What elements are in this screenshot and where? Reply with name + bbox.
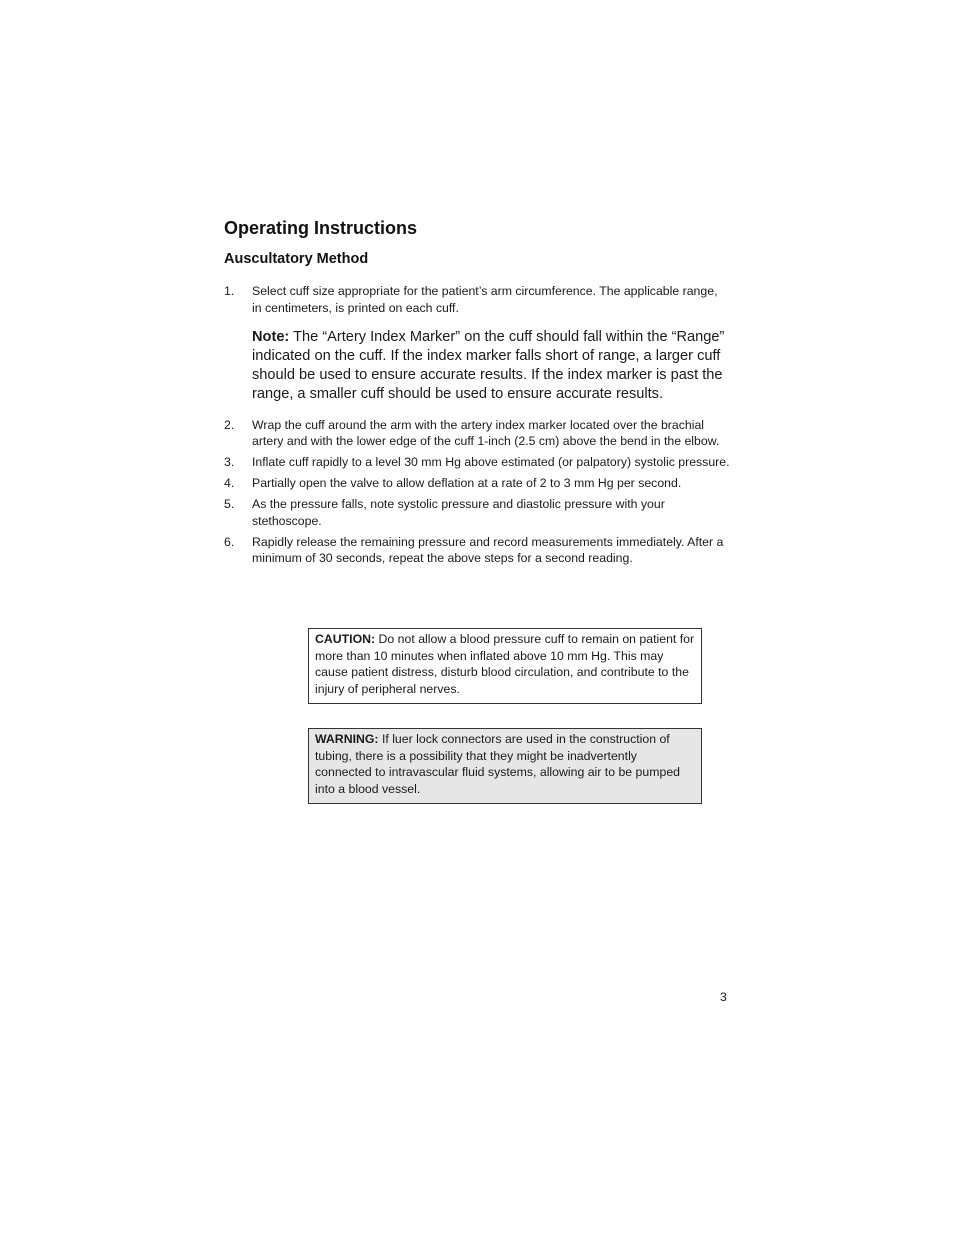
step-text: As the pressure falls, note systolic pressure and diastolic pressure with your stethoscope. xyxy=(252,497,665,528)
instruction-steps xyxy=(224,283,730,571)
step-text: Rapidly release the remaining pressure and record measurements immediately. After a minimum of 30 seconds, repeat the above steps for a second reading. xyxy=(252,534,724,565)
page-number: 3 xyxy=(720,990,727,1004)
step-number: 6. xyxy=(224,534,235,549)
step-2 xyxy=(224,417,730,450)
step-number: 1. xyxy=(224,284,235,298)
step-1 xyxy=(224,283,730,412)
note xyxy=(252,328,730,404)
step-text: Partially open the valve to allow deflation at a rate of 2 to 3 mm Hg per second. xyxy=(252,476,682,490)
caution-box xyxy=(308,628,702,704)
caution-text: Do not allow a blood pressure cuff to remain on patient for more than 10 minutes when inflated above 10 mm Hg. This may cause patient distress, disturb blood circulation, and contribute to the injury of peripheral nerves. xyxy=(315,632,695,696)
step-text: Select cuff size appropriate for the patient’s arm circumference. The applicable range, in centimeters, is printed on each cuff. xyxy=(252,284,718,315)
step-text: Inflate cuff rapidly to a level 30 mm Hg above estimated (or palpatory) systolic pressure. xyxy=(252,455,730,469)
step-number: 4. xyxy=(224,476,235,490)
step-number: 3. xyxy=(224,455,235,469)
note-text: The “Artery Index Marker” on the cuff should fall within the “Range” indicated on the cuff. If the index marker falls short of range, a larger cuff should be used to ensure accurate results. If the index marker is past the range, a smaller cuff should be used to ensure accurate results. xyxy=(252,329,725,402)
step-4 xyxy=(224,475,730,492)
section-title: Auscultatory Method xyxy=(224,251,369,267)
page-title: Operating Instructions xyxy=(224,218,418,238)
warning-box xyxy=(308,728,702,804)
step-3 xyxy=(224,454,730,471)
step-5 xyxy=(224,496,730,529)
note-label: Note: xyxy=(252,329,290,345)
caution-label: CAUTION: xyxy=(315,632,376,646)
warning-text: If luer lock connectors are used in the construction of tubing, there is a possibility that they might be inadvertently connected to intravascular fluid systems, allowing air to be pumped into a blood vessel. xyxy=(315,732,680,796)
warning-label: WARNING: xyxy=(315,732,379,746)
step-number: 5. xyxy=(224,497,235,511)
step-text: Wrap the cuff around the arm with the artery index marker located over the brachial artery and with the lower edge of the cuff 1-inch (2.5 cm) above the bend in the elbow. xyxy=(252,417,720,448)
step-6 xyxy=(224,534,730,567)
step-number: 2. xyxy=(224,417,235,432)
